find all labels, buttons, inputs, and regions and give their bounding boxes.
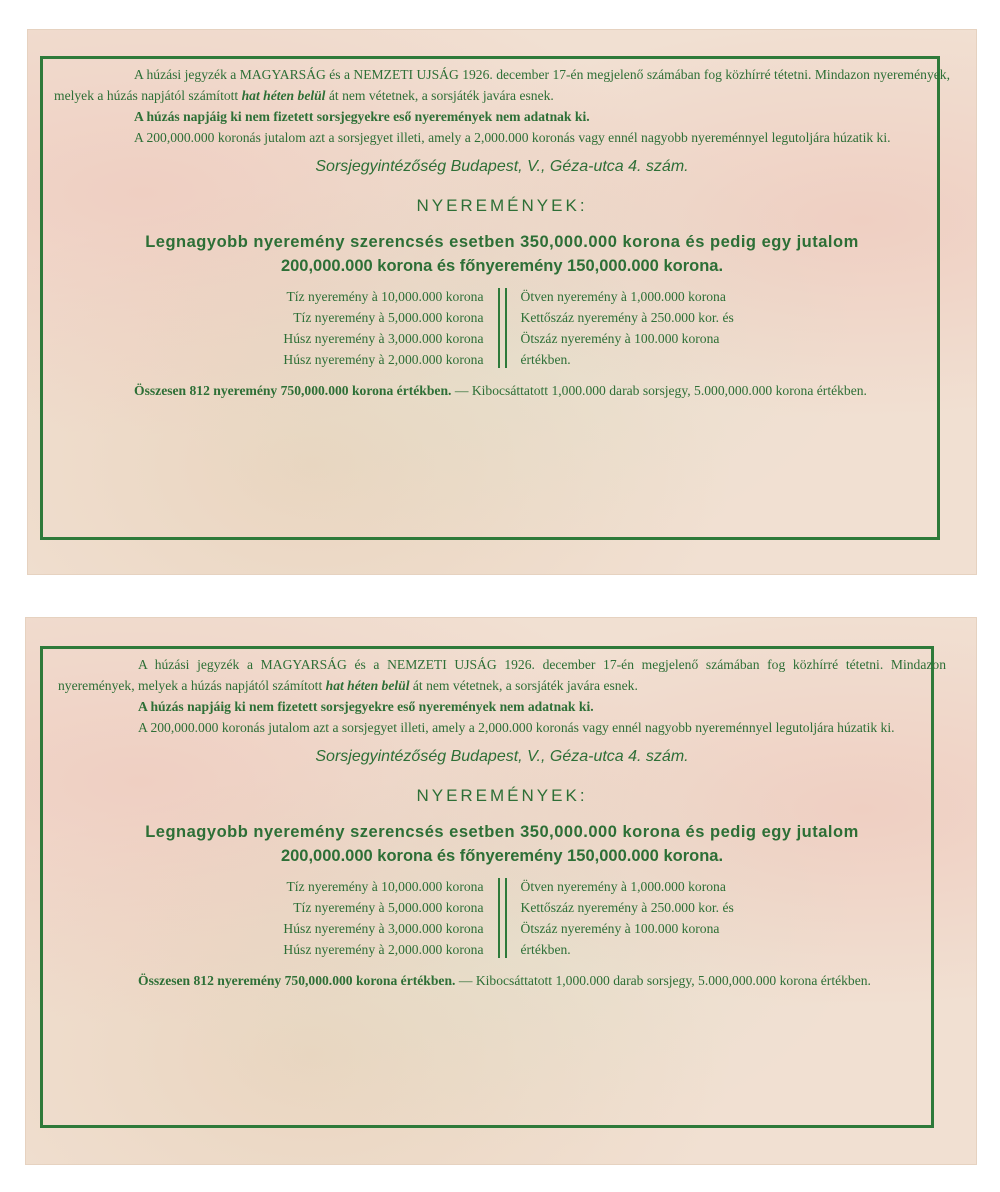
main-prize-line-1: Legnagyobb nyeremény szerencsés esetben 350,000.000 korona és pedig egy jutalom bbox=[145, 233, 859, 251]
main-prize-line-2: 200,000.000 korona és főnyeremény 150,000.000 korona. bbox=[280, 847, 724, 865]
reward-notice: A 200,000.000 koronás jutalom azt a sorsjegyet illeti, amely a 2,000.000 koronás vagy ennél nagyobb nyereménnyel legutoljára húzatik ki. bbox=[134, 130, 891, 145]
prize-column-right bbox=[507, 876, 791, 960]
prize-row: Húsz nyeremény à 2,000.000 korona bbox=[283, 352, 484, 367]
prize-row: Ötszáz nyeremény à 100.000 korona bbox=[520, 331, 720, 346]
unpaid-notice: A húzás napjáig ki nem fizetett sorsjegyekre eső nyeremények nem adatnak ki. bbox=[138, 699, 594, 714]
drawing-notice: A húzási jegyzék a MAGYARSÁG és a NEMZETI UJSÁG 1926. december 17-én megjelenő számában fog közhírré tétetni. Mindazon nyeremények, melyek a húzás napjától számított hat héten belül át nem vétetnek, a sorsjáték javára esnek. bbox=[58, 657, 946, 693]
prize-row: Tíz nyeremény à 5,000.000 korona bbox=[293, 900, 484, 915]
unpaid-notice: A húzás napjáig ki nem fizetett sorsjegyekre eső nyeremények nem adatnak ki. bbox=[134, 109, 590, 124]
prize-row: Ötven nyeremény à 1,000.000 korona bbox=[520, 289, 726, 304]
prizes-heading: NYEREMÉNYEK: bbox=[416, 786, 588, 805]
prize-row: Kettőszáz nyeremény à 250.000 kor. és bbox=[520, 900, 734, 915]
main-prize-text bbox=[54, 230, 950, 278]
prize-row: Kettőszáz nyeremény à 250.000 kor. és bbox=[520, 310, 734, 325]
column-divider bbox=[498, 878, 507, 958]
prize-row: Tíz nyeremény à 5,000.000 korona bbox=[293, 310, 484, 325]
prize-row: értékben. bbox=[520, 352, 571, 367]
lottery-office-address: Sorsjegyintézőség Budapest, V., Géza-utca 4. szám. bbox=[315, 158, 689, 175]
column-divider bbox=[498, 288, 507, 368]
prize-row: Ötven nyeremény à 1,000.000 korona bbox=[520, 879, 726, 894]
lottery-office-address: Sorsjegyintézőség Budapest, V., Géza-utca 4. szám. bbox=[315, 748, 689, 765]
drawing-notice: A húzási jegyzék a MAGYARSÁG és a NEMZETI UJSÁG 1926. december 17-én megjelenő számában fog közhírré tétetni. Mindazon nyeremények, melyek a húzás napjától számított hat héten belül át nem vétetnek, a sorsjáték javára esnek. bbox=[54, 67, 950, 103]
prize-table bbox=[54, 286, 950, 370]
prize-total: Összesen 812 nyeremény 750,000.000 korona értékben. — Kibocsáttatott 1,000.000 darab sorsjegy, 5.000,000.000 korona értékben. bbox=[138, 973, 871, 988]
prize-row: értékben. bbox=[520, 942, 571, 957]
prize-column-right bbox=[507, 286, 791, 370]
ticket-text bbox=[58, 654, 946, 991]
main-prize-text bbox=[58, 820, 946, 868]
main-prize-line-1: Legnagyobb nyeremény szerencsés esetben 350,000.000 korona és pedig egy jutalom bbox=[145, 823, 859, 841]
reward-notice: A 200,000.000 koronás jutalom azt a sorsjegyet illeti, amely a 2,000.000 koronás vagy ennél nagyobb nyereménnyel legutoljára húzatik ki. bbox=[138, 720, 895, 735]
prize-column-left bbox=[214, 286, 498, 370]
prize-row: Húsz nyeremény à 3,000.000 korona bbox=[283, 331, 484, 346]
main-prize-line-2: 200,000.000 korona és főnyeremény 150,000.000 korona. bbox=[280, 257, 724, 275]
prize-column-left bbox=[214, 876, 498, 960]
lottery-ticket-back-2 bbox=[26, 618, 976, 1164]
prize-row: Ötszáz nyeremény à 100.000 korona bbox=[520, 921, 720, 936]
ticket-text bbox=[54, 64, 950, 401]
prize-row: Húsz nyeremény à 2,000.000 korona bbox=[283, 942, 484, 957]
prize-row: Húsz nyeremény à 3,000.000 korona bbox=[283, 921, 484, 936]
prizes-heading: NYEREMÉNYEK: bbox=[416, 196, 588, 215]
prize-table bbox=[58, 876, 946, 960]
prize-row: Tíz nyeremény à 10,000.000 korona bbox=[286, 879, 484, 894]
prize-row: Tíz nyeremény à 10,000.000 korona bbox=[286, 289, 484, 304]
prize-total: Összesen 812 nyeremény 750,000.000 korona értékben. — Kibocsáttatott 1,000.000 darab sorsjegy, 5.000,000.000 korona értékben. bbox=[134, 383, 867, 398]
lottery-ticket-back-1 bbox=[28, 30, 976, 574]
